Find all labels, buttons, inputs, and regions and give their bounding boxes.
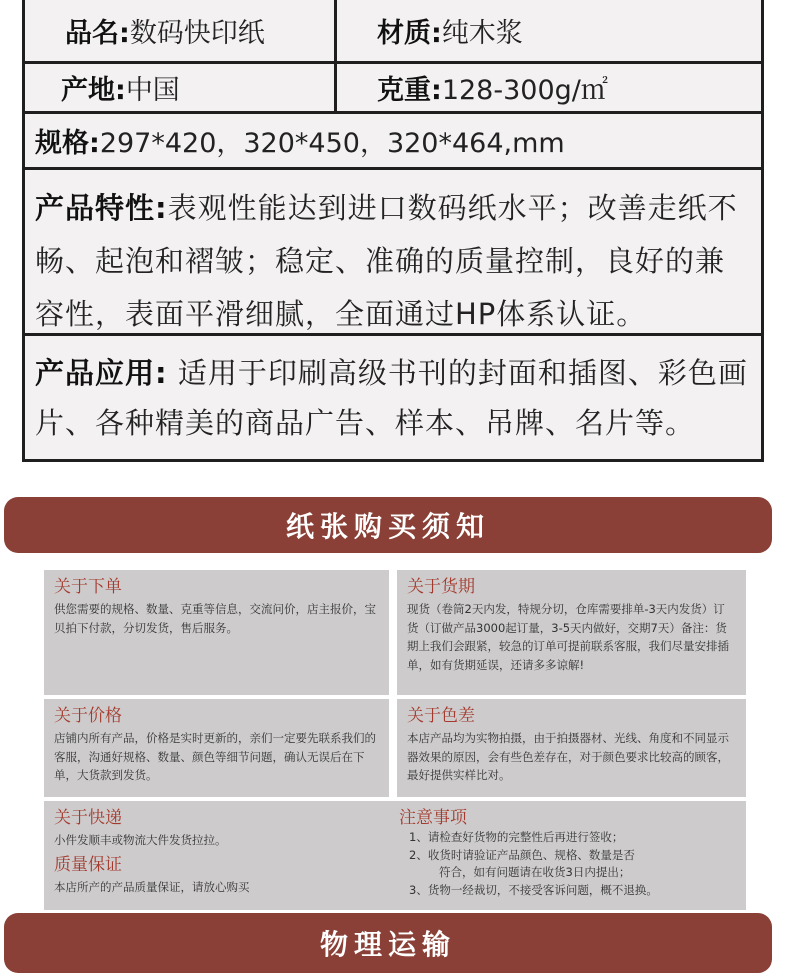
notice-title: 质量保证 — [54, 854, 122, 875]
spec-value: 128-300g/㎡ — [441, 75, 608, 106]
notice-title: 关于快递 — [54, 808, 122, 828]
spec-cell-weight — [337, 64, 761, 111]
spec-label: 产品应用: — [35, 356, 168, 390]
notice-text: 本店产品均为实物拍摄，由于拍摄器材、光线、角度和不同显示器效果的原因，会有些色差存在，对于颜色要求比较高的顾客，最好提供实样比对。 — [407, 731, 729, 782]
shipping-banner: 物理运输 — [4, 913, 772, 973]
purchase-notice-banner: 纸张购买须知 — [4, 497, 772, 553]
notice-text: 本店所产的产品质量保证，请放心购买 — [54, 879, 250, 894]
spec-value: 表观性能达到进口数码纸水平；改善走纸不畅、起泡和褶皱；稳定、准确的质量控制，良好的兼容性，表面平滑细腻，全面通过HP体系认证。 — [35, 191, 738, 331]
spec-features-paragraph — [35, 182, 751, 341]
notice-box-order — [44, 570, 389, 695]
spec-row-application — [25, 336, 761, 459]
spec-cell-size — [35, 114, 755, 167]
notice-box-attention — [389, 801, 746, 910]
spec-value: 数码快印纸 — [129, 18, 265, 49]
notice-box-price — [44, 699, 389, 797]
spec-value: 297*420，320*450，320*464,mm — [99, 128, 565, 159]
notice-text: 小件发顺丰或物流大件发货拉拉。 — [54, 833, 227, 847]
notice-text: 现货（卷筒2天内发，特规分切，仓库需要排单-3天内发货）订货（订做产品3000起订量，3-5天内做好，交期7天）备注：货期上我们会跟紧，较急的订单可提前联系客服，我们尽量安排插单，如有货期延误，还请多多谅解! — [407, 602, 729, 672]
attention-item: 符合，如有问题请在收货3日内提出； — [439, 865, 631, 879]
notice-title: 关于下单 — [54, 577, 122, 597]
spec-cell-name — [25, 0, 337, 61]
notice-title: 关于价格 — [54, 706, 122, 726]
spec-label: 克重: — [377, 75, 442, 106]
spec-value: 适用于印刷高级书刊的封面和插图、彩色画片、各种精美的商品广告、样本、吊牌、名片等。 — [35, 356, 748, 440]
attention-item: 1、请检查好货物的完整性后再进行签收； — [409, 830, 624, 844]
spec-cell-material — [337, 0, 761, 61]
spec-value: 纯木浆 — [441, 18, 523, 49]
notice-title: 关于货期 — [407, 577, 475, 597]
purchase-notice-grid — [44, 570, 746, 910]
spec-label: 品名: — [65, 18, 130, 49]
notice-text: 店铺内所有产品，价格是实时更新的，亲们一定要先联系我们的客服，沟通好规格、数量、颜色等细节问题，确认无误后在下单，大货款到发货。 — [54, 731, 376, 782]
spec-label: 材质: — [377, 18, 442, 49]
notice-box-delivery-time — [397, 570, 746, 695]
spec-row-size — [25, 114, 761, 170]
notice-box-color-diff — [397, 699, 746, 797]
spec-value: 中国 — [125, 75, 180, 106]
attention-item: 2、收货时请验证产品颜色、规格、数量是否 — [409, 847, 635, 862]
spec-label: 产地: — [61, 75, 126, 106]
spec-label: 规格: — [35, 128, 100, 159]
spec-row-name-material — [25, 0, 761, 64]
attention-item: 3、货物一经裁切，不接受客诉问题，概不退换。 — [409, 882, 658, 897]
spec-row-origin-weight — [25, 64, 761, 114]
notice-box-express-quality — [44, 801, 389, 910]
notice-text: 供您需要的规格、数量、克重等信息，交流问价，店主报价，宝贝拍下付款，分切发货，售后服务。 — [54, 602, 376, 635]
spec-row-features — [25, 170, 761, 336]
notice-title: 关于色差 — [407, 706, 475, 726]
spec-cell-origin — [25, 64, 337, 111]
product-spec-table — [22, 0, 764, 462]
notice-title: 注意事项 — [399, 808, 467, 828]
spec-label: 产品特性: — [35, 191, 168, 225]
spec-application-paragraph — [35, 348, 751, 448]
